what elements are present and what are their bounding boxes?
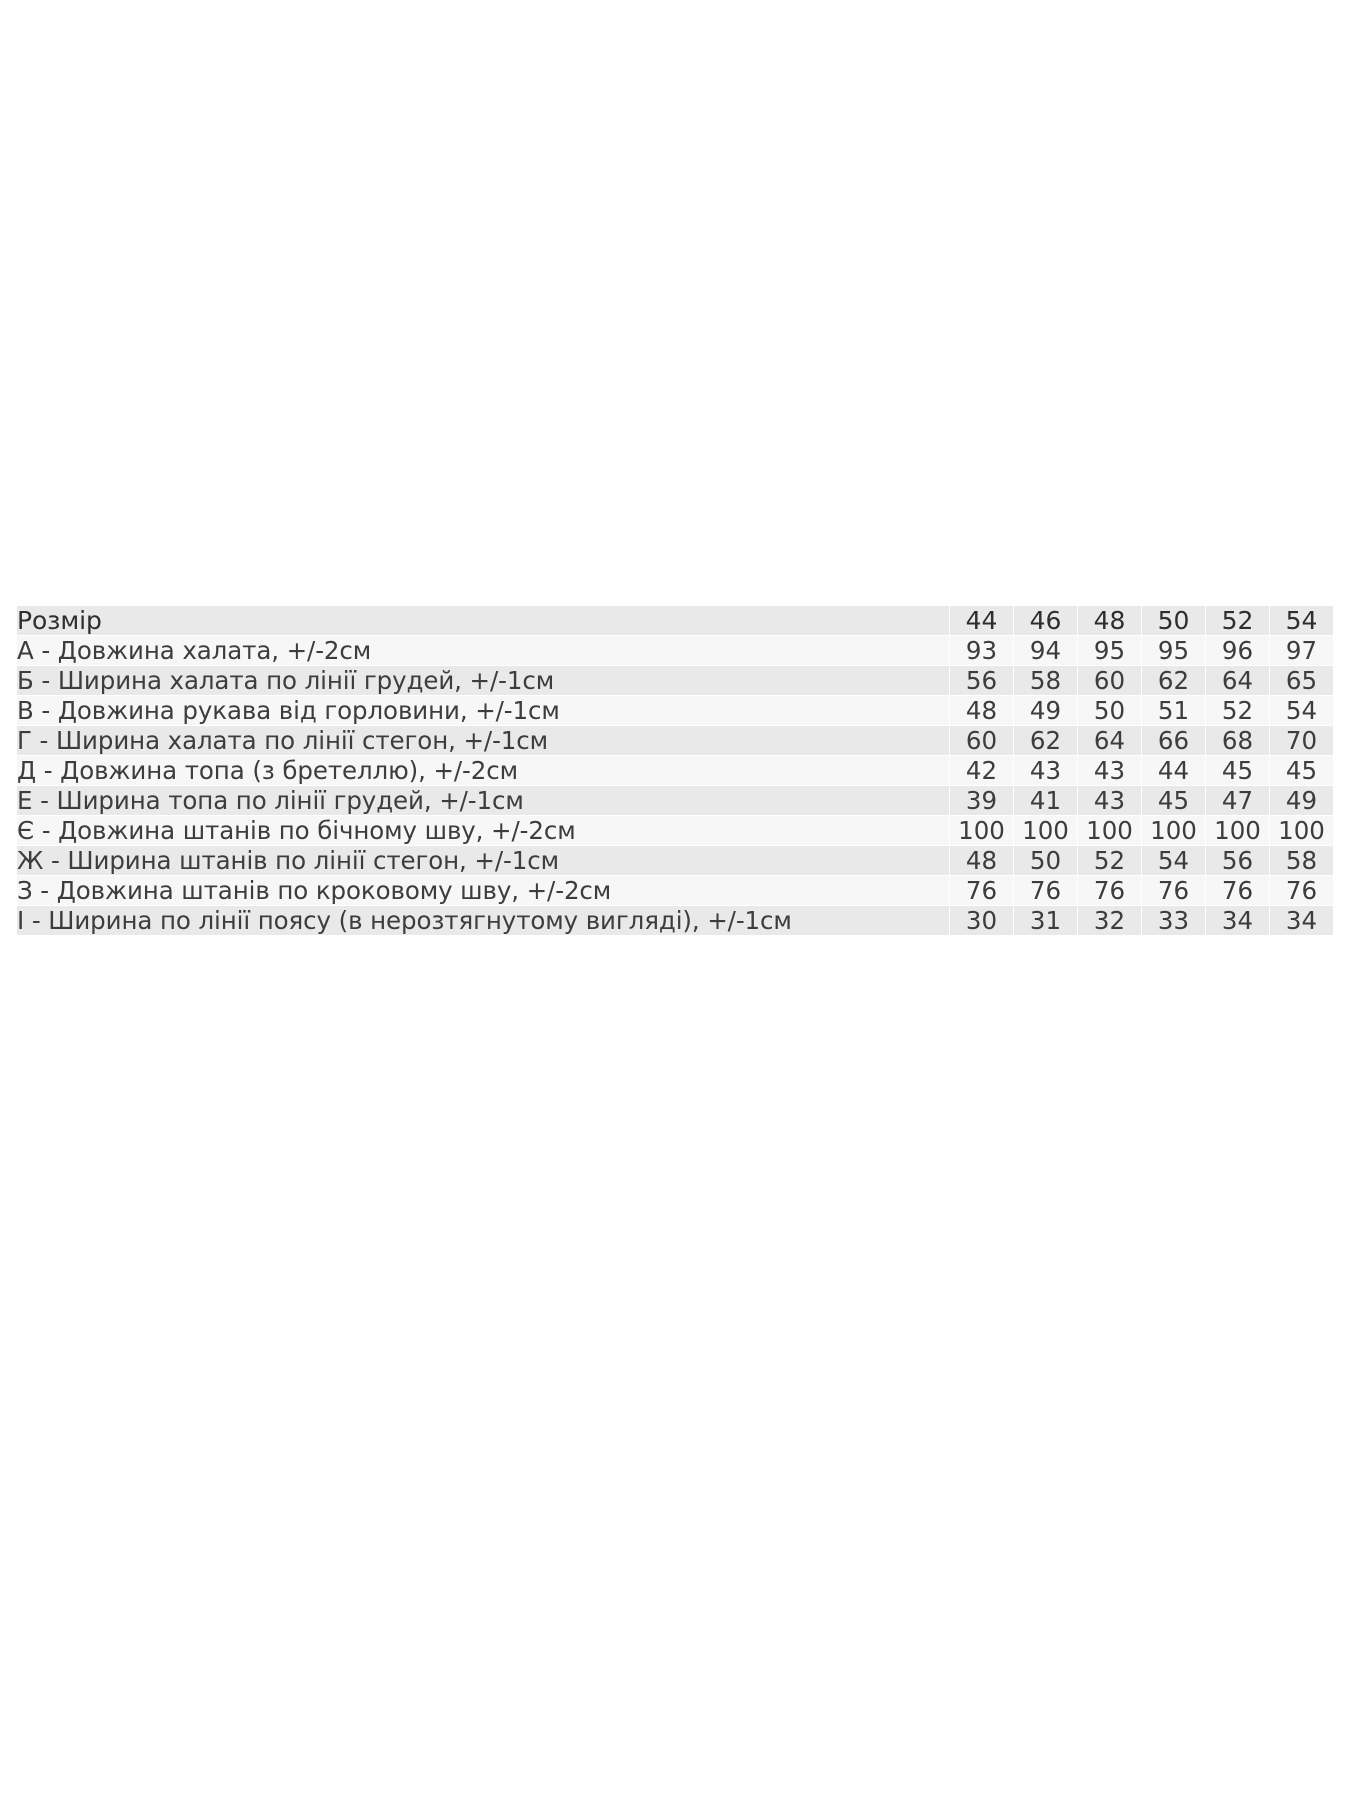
- row-value: 95: [1142, 636, 1206, 666]
- row-value: 31: [1014, 906, 1078, 936]
- row-value: 50: [1014, 846, 1078, 876]
- row-value: 96: [1206, 636, 1270, 666]
- row-value: 76: [1206, 876, 1270, 906]
- row-value: 45: [1270, 756, 1334, 786]
- row-value: 100: [1206, 816, 1270, 846]
- row-value: 47: [1206, 786, 1270, 816]
- row-value: 76: [1142, 876, 1206, 906]
- row-value: 39: [950, 786, 1014, 816]
- table-row: [17, 756, 1334, 786]
- row-label: Є - Довжина штанів по бічному шву, +/-2см: [17, 816, 950, 846]
- row-value: 43: [1078, 786, 1142, 816]
- row-value: 52: [1206, 696, 1270, 726]
- row-value: 62: [1142, 666, 1206, 696]
- row-value: 93: [950, 636, 1014, 666]
- row-value: 44: [1142, 756, 1206, 786]
- row-value: 76: [1078, 876, 1142, 906]
- row-value: 42: [950, 756, 1014, 786]
- table-row: [17, 876, 1334, 906]
- row-value: 76: [1270, 876, 1334, 906]
- row-value: 97: [1270, 636, 1334, 666]
- row-value: 100: [1014, 816, 1078, 846]
- row-value: 56: [950, 666, 1014, 696]
- row-value: 65: [1270, 666, 1334, 696]
- row-value: 64: [1206, 666, 1270, 696]
- table-row: [17, 786, 1334, 816]
- row-value: 62: [1014, 726, 1078, 756]
- row-value: 48: [950, 696, 1014, 726]
- row-value: 30: [950, 906, 1014, 936]
- column-header-size-54: 54: [1270, 606, 1334, 636]
- row-value: 54: [1142, 846, 1206, 876]
- row-label: З - Довжина штанів по кроковому шву, +/-2см: [17, 876, 950, 906]
- row-value: 60: [1078, 666, 1142, 696]
- table-row: [17, 726, 1334, 756]
- row-value: 45: [1206, 756, 1270, 786]
- row-value: 76: [1014, 876, 1078, 906]
- row-value: 48: [950, 846, 1014, 876]
- table-row: [17, 846, 1334, 876]
- row-label: Е - Ширина топа по лінії грудей, +/-1см: [17, 786, 950, 816]
- row-value: 76: [950, 876, 1014, 906]
- size-chart-container: [16, 605, 1334, 936]
- row-value: 60: [950, 726, 1014, 756]
- row-value: 70: [1270, 726, 1334, 756]
- column-header-size-44: 44: [950, 606, 1014, 636]
- row-label: Ж - Ширина штанів по лінії стегон, +/-1см: [17, 846, 950, 876]
- row-value: 100: [1078, 816, 1142, 846]
- row-label: І - Ширина по лінії поясу (в нерозтягнутому вигляді), +/-1см: [17, 906, 950, 936]
- table-row: [17, 696, 1334, 726]
- table-body: [17, 636, 1334, 936]
- row-value: 94: [1014, 636, 1078, 666]
- row-value: 49: [1270, 786, 1334, 816]
- row-label: А - Довжина халата, +/-2см: [17, 636, 950, 666]
- column-header-measurement: Розмір: [17, 606, 950, 636]
- row-value: 32: [1078, 906, 1142, 936]
- row-value: 66: [1142, 726, 1206, 756]
- row-value: 33: [1142, 906, 1206, 936]
- table-header: [17, 606, 1334, 636]
- row-value: 58: [1270, 846, 1334, 876]
- column-header-size-46: 46: [1014, 606, 1078, 636]
- row-value: 50: [1078, 696, 1142, 726]
- table-header-row: [17, 606, 1334, 636]
- table-row: [17, 666, 1334, 696]
- row-value: 45: [1142, 786, 1206, 816]
- row-value: 43: [1078, 756, 1142, 786]
- row-value: 49: [1014, 696, 1078, 726]
- row-value: 34: [1206, 906, 1270, 936]
- table-row: [17, 906, 1334, 936]
- row-value: 95: [1078, 636, 1142, 666]
- row-value: 41: [1014, 786, 1078, 816]
- table-row: [17, 636, 1334, 666]
- row-value: 43: [1014, 756, 1078, 786]
- size-chart-table: [16, 605, 1334, 936]
- row-value: 64: [1078, 726, 1142, 756]
- row-label: Б - Ширина халата по лінії грудей, +/-1см: [17, 666, 950, 696]
- row-value: 52: [1078, 846, 1142, 876]
- row-value: 58: [1014, 666, 1078, 696]
- row-value: 54: [1270, 696, 1334, 726]
- row-value: 34: [1270, 906, 1334, 936]
- column-header-size-48: 48: [1078, 606, 1142, 636]
- column-header-size-52: 52: [1206, 606, 1270, 636]
- row-value: 100: [1270, 816, 1334, 846]
- row-value: 100: [950, 816, 1014, 846]
- row-label: Г - Ширина халата по лінії стегон, +/-1см: [17, 726, 950, 756]
- row-label: В - Довжина рукава від горловини, +/-1см: [17, 696, 950, 726]
- row-value: 51: [1142, 696, 1206, 726]
- row-value: 100: [1142, 816, 1206, 846]
- row-value: 56: [1206, 846, 1270, 876]
- row-label: Д - Довжина топа (з бретеллю), +/-2см: [17, 756, 950, 786]
- table-row: [17, 816, 1334, 846]
- column-header-size-50: 50: [1142, 606, 1206, 636]
- row-value: 68: [1206, 726, 1270, 756]
